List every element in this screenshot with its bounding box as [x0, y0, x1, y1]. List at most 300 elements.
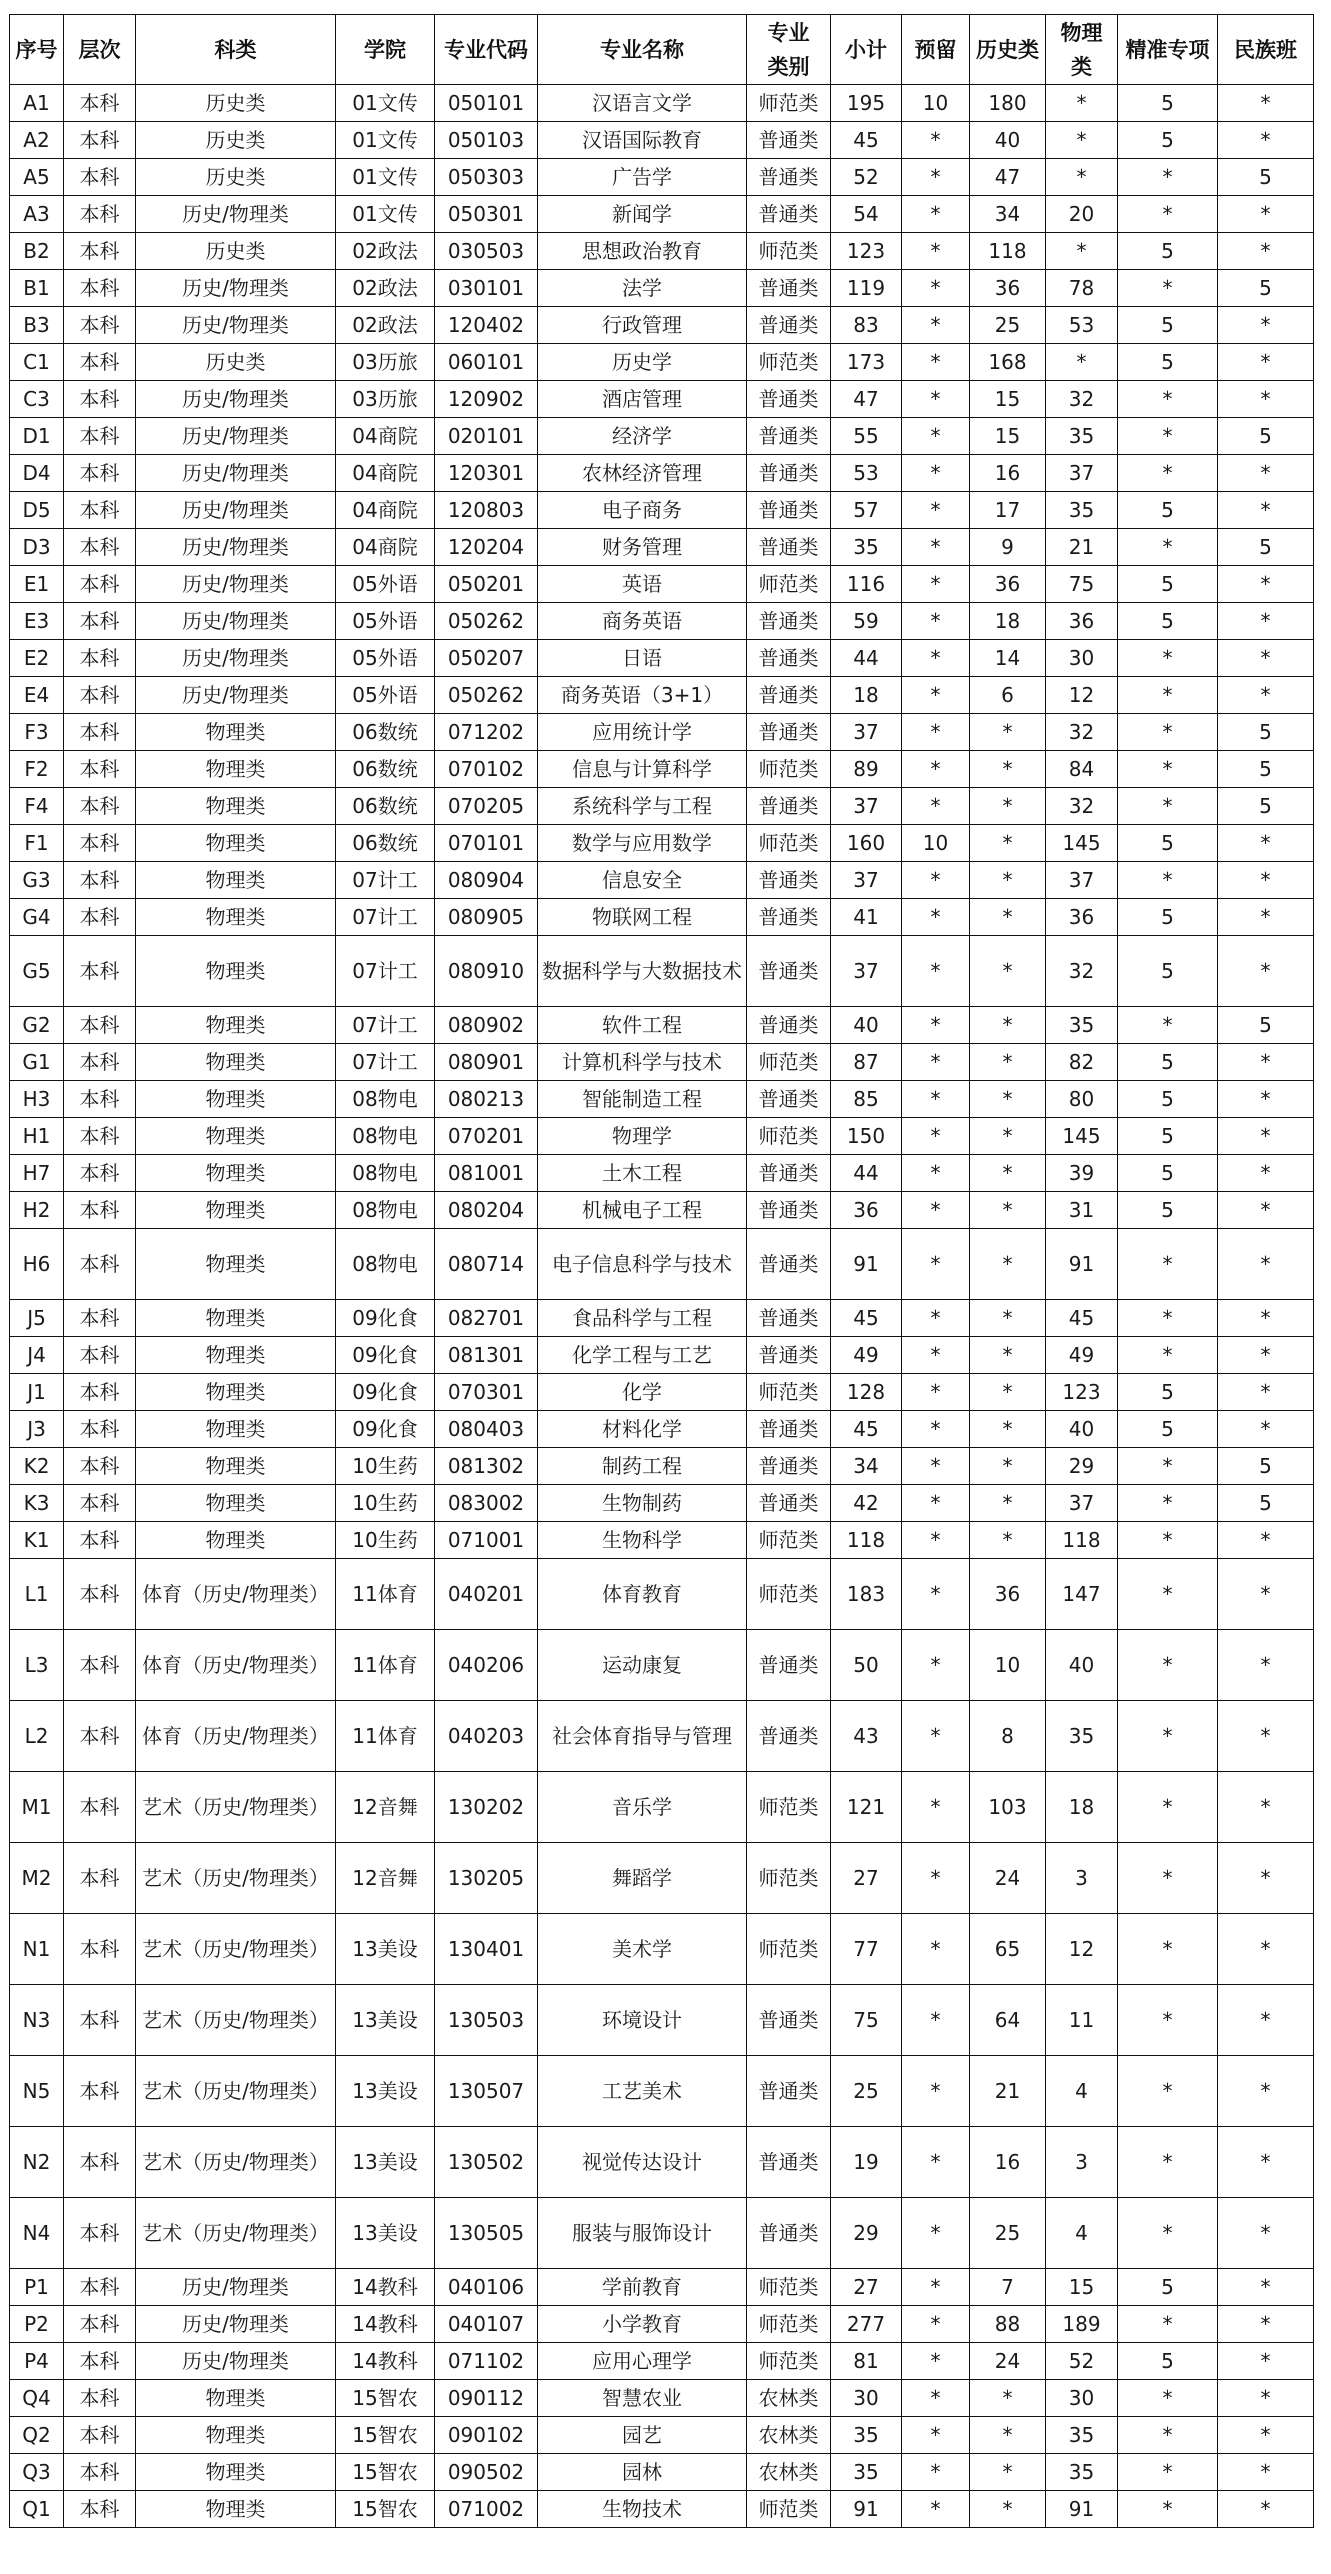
cell-college: 13美设 [336, 2198, 435, 2269]
cell-physics: 91 [1046, 2491, 1118, 2528]
table-row [10, 2454, 1314, 2491]
cell-major-name: 机械电子工程 [538, 1192, 747, 1229]
cell-level: 本科 [64, 899, 136, 936]
cell-major-type: 师范类 [747, 1914, 831, 1985]
cell-targeted: * [1118, 1914, 1218, 1985]
cell-college: 04商院 [336, 529, 435, 566]
cell-history: 34 [970, 196, 1046, 233]
cell-targeted: * [1118, 788, 1218, 825]
cell-ethnic-class: * [1218, 1081, 1314, 1118]
table-row [10, 1044, 1314, 1081]
cell-history: * [970, 1337, 1046, 1374]
table-row [10, 2127, 1314, 2198]
cell-subtotal: 34 [831, 1448, 902, 1485]
table-row [10, 1772, 1314, 1843]
cell-major-type: 师范类 [747, 2306, 831, 2343]
cell-history: * [970, 751, 1046, 788]
cell-ethnic-class: * [1218, 2454, 1314, 2491]
cell-level: 本科 [64, 2269, 136, 2306]
cell-reserved: * [902, 1081, 970, 1118]
table-row [10, 1007, 1314, 1044]
cell-targeted: 5 [1118, 603, 1218, 640]
cell-physics: 36 [1046, 603, 1118, 640]
cell-targeted: * [1118, 1448, 1218, 1485]
cell-ethnic-class: * [1218, 1229, 1314, 1300]
cell-subject-category: 历史类 [136, 233, 336, 270]
cell-ethnic-class: * [1218, 1044, 1314, 1081]
cell-history: 25 [970, 307, 1046, 344]
cell-level: 本科 [64, 566, 136, 603]
cell-index: B3 [10, 307, 64, 344]
cell-subject-category: 物理类 [136, 714, 336, 751]
cell-major-code: 070102 [435, 751, 538, 788]
cell-subject-category: 艺术（历史/物理类） [136, 1843, 336, 1914]
cell-level: 本科 [64, 418, 136, 455]
cell-reserved: 10 [902, 85, 970, 122]
cell-major-name: 行政管理 [538, 307, 747, 344]
cell-major-type: 农林类 [747, 2454, 831, 2491]
cell-major-name: 系统科学与工程 [538, 788, 747, 825]
cell-reserved: * [902, 2454, 970, 2491]
cell-subject-category: 物理类 [136, 1485, 336, 1522]
cell-ethnic-class: * [1218, 233, 1314, 270]
cell-level: 本科 [64, 1914, 136, 1985]
cell-reserved: * [902, 307, 970, 344]
table-row [10, 640, 1314, 677]
cell-reserved: * [902, 1192, 970, 1229]
cell-major-code: 130401 [435, 1914, 538, 1985]
cell-index: H7 [10, 1155, 64, 1192]
cell-reserved: * [902, 751, 970, 788]
cell-reserved: * [902, 788, 970, 825]
cell-major-code: 081302 [435, 1448, 538, 1485]
cell-ethnic-class: * [1218, 196, 1314, 233]
table-row [10, 714, 1314, 751]
table-body [10, 85, 1314, 2528]
cell-history: * [970, 1118, 1046, 1155]
cell-index: M1 [10, 1772, 64, 1843]
cell-physics: 53 [1046, 307, 1118, 344]
cell-college: 08物电 [336, 1192, 435, 1229]
cell-major-name: 化学 [538, 1374, 747, 1411]
cell-ethnic-class: * [1218, 1300, 1314, 1337]
table-row [10, 344, 1314, 381]
cell-subtotal: 44 [831, 640, 902, 677]
cell-history: 180 [970, 85, 1046, 122]
cell-subtotal: 37 [831, 936, 902, 1007]
header-major-name: 专业名称 [538, 15, 747, 85]
cell-major-type: 师范类 [747, 233, 831, 270]
cell-physics: 45 [1046, 1300, 1118, 1337]
cell-reserved: * [902, 1374, 970, 1411]
cell-subtotal: 35 [831, 529, 902, 566]
cell-targeted: * [1118, 2198, 1218, 2269]
cell-history: 64 [970, 1985, 1046, 2056]
cell-major-type: 普通类 [747, 1630, 831, 1701]
cell-physics: 32 [1046, 936, 1118, 1007]
cell-major-type: 普通类 [747, 1007, 831, 1044]
cell-history: 36 [970, 1559, 1046, 1630]
cell-reserved: * [902, 1843, 970, 1914]
cell-history: * [970, 1044, 1046, 1081]
cell-subject-category: 历史/物理类 [136, 455, 336, 492]
cell-major-name: 化学工程与工艺 [538, 1337, 747, 1374]
cell-reserved: * [902, 196, 970, 233]
cell-subject-category: 艺术（历史/物理类） [136, 2127, 336, 2198]
cell-subtotal: 54 [831, 196, 902, 233]
cell-subtotal: 19 [831, 2127, 902, 2198]
cell-physics: 91 [1046, 1229, 1118, 1300]
cell-ethnic-class: 5 [1218, 1485, 1314, 1522]
cell-subject-category: 历史/物理类 [136, 677, 336, 714]
table-row [10, 677, 1314, 714]
cell-level: 本科 [64, 714, 136, 751]
cell-subject-category: 历史/物理类 [136, 418, 336, 455]
cell-physics: 3 [1046, 2127, 1118, 2198]
cell-major-code: 050301 [435, 196, 538, 233]
cell-reserved: * [902, 159, 970, 196]
cell-subject-category: 历史/物理类 [136, 196, 336, 233]
cell-targeted: * [1118, 2056, 1218, 2127]
cell-major-code: 030503 [435, 233, 538, 270]
cell-ethnic-class: * [1218, 1630, 1314, 1701]
cell-college: 01文传 [336, 196, 435, 233]
cell-college: 06数统 [336, 788, 435, 825]
table-row [10, 2306, 1314, 2343]
cell-subtotal: 47 [831, 381, 902, 418]
table-row [10, 2056, 1314, 2127]
cell-major-type: 普通类 [747, 1448, 831, 1485]
cell-college: 02政法 [336, 270, 435, 307]
table-row [10, 418, 1314, 455]
cell-physics: 3 [1046, 1843, 1118, 1914]
cell-ethnic-class: * [1218, 492, 1314, 529]
cell-index: D3 [10, 529, 64, 566]
cell-history: 6 [970, 677, 1046, 714]
cell-subtotal: 43 [831, 1701, 902, 1772]
cell-subject-category: 体育（历史/物理类） [136, 1630, 336, 1701]
cell-major-code: 120301 [435, 455, 538, 492]
cell-major-type: 普通类 [747, 418, 831, 455]
cell-major-type: 师范类 [747, 1843, 831, 1914]
cell-physics: 82 [1046, 1044, 1118, 1081]
cell-major-code: 081301 [435, 1337, 538, 1374]
cell-subject-category: 物理类 [136, 1522, 336, 1559]
cell-history: * [970, 1229, 1046, 1300]
cell-major-name: 服装与服饰设计 [538, 2198, 747, 2269]
cell-history: * [970, 1007, 1046, 1044]
cell-ethnic-class: * [1218, 677, 1314, 714]
cell-level: 本科 [64, 936, 136, 1007]
cell-major-name: 法学 [538, 270, 747, 307]
cell-subtotal: 52 [831, 159, 902, 196]
cell-level: 本科 [64, 344, 136, 381]
cell-index: J1 [10, 1374, 64, 1411]
cell-college: 10生药 [336, 1522, 435, 1559]
header-targeted: 精准专项 [1118, 15, 1218, 85]
cell-major-type: 普通类 [747, 159, 831, 196]
cell-major-code: 080904 [435, 862, 538, 899]
cell-subject-category: 历史/物理类 [136, 603, 336, 640]
cell-index: N3 [10, 1985, 64, 2056]
table-row [10, 270, 1314, 307]
cell-index: F2 [10, 751, 64, 788]
cell-major-code: 130503 [435, 1985, 538, 2056]
cell-history: 17 [970, 492, 1046, 529]
cell-major-type: 普通类 [747, 714, 831, 751]
cell-physics: 12 [1046, 677, 1118, 714]
cell-index: G3 [10, 862, 64, 899]
cell-reserved: * [902, 1229, 970, 1300]
cell-ethnic-class: * [1218, 1192, 1314, 1229]
cell-level: 本科 [64, 788, 136, 825]
cell-targeted: * [1118, 1300, 1218, 1337]
cell-major-name: 智慧农业 [538, 2380, 747, 2417]
cell-targeted: * [1118, 381, 1218, 418]
cell-ethnic-class: * [1218, 825, 1314, 862]
cell-reserved: * [902, 566, 970, 603]
cell-major-code: 120204 [435, 529, 538, 566]
cell-subject-category: 历史/物理类 [136, 2343, 336, 2380]
cell-major-name: 食品科学与工程 [538, 1300, 747, 1337]
cell-major-name: 商务英语（3+1） [538, 677, 747, 714]
cell-college: 05外语 [336, 677, 435, 714]
cell-history: * [970, 1300, 1046, 1337]
table-row [10, 2417, 1314, 2454]
cell-level: 本科 [64, 751, 136, 788]
cell-physics: 4 [1046, 2056, 1118, 2127]
cell-college: 11体育 [336, 1630, 435, 1701]
cell-subtotal: 59 [831, 603, 902, 640]
cell-reserved: * [902, 1559, 970, 1630]
cell-subtotal: 27 [831, 1843, 902, 1914]
cell-major-name: 汉语国际教育 [538, 122, 747, 159]
cell-major-name: 英语 [538, 566, 747, 603]
cell-ethnic-class: * [1218, 936, 1314, 1007]
cell-major-code: 081001 [435, 1155, 538, 1192]
cell-subtotal: 37 [831, 788, 902, 825]
cell-ethnic-class: * [1218, 2343, 1314, 2380]
cell-physics: * [1046, 85, 1118, 122]
cell-physics: 15 [1046, 2269, 1118, 2306]
cell-index: J5 [10, 1300, 64, 1337]
cell-major-name: 社会体育指导与管理 [538, 1701, 747, 1772]
cell-history: * [970, 2417, 1046, 2454]
cell-targeted: * [1118, 1630, 1218, 1701]
cell-college: 10生药 [336, 1485, 435, 1522]
cell-subtotal: 160 [831, 825, 902, 862]
cell-college: 05外语 [336, 566, 435, 603]
cell-subject-category: 物理类 [136, 1229, 336, 1300]
cell-index: B1 [10, 270, 64, 307]
cell-major-code: 080714 [435, 1229, 538, 1300]
cell-physics: 80 [1046, 1081, 1118, 1118]
cell-physics: 84 [1046, 751, 1118, 788]
cell-subtotal: 87 [831, 1044, 902, 1081]
cell-college: 01文传 [336, 122, 435, 159]
cell-college: 11体育 [336, 1559, 435, 1630]
cell-history: * [970, 862, 1046, 899]
cell-subject-category: 艺术（历史/物理类） [136, 1914, 336, 1985]
cell-reserved: * [902, 1337, 970, 1374]
cell-targeted: 5 [1118, 1118, 1218, 1155]
cell-major-code: 120402 [435, 307, 538, 344]
cell-index: P2 [10, 2306, 64, 2343]
cell-reserved: * [902, 270, 970, 307]
cell-reserved: * [902, 936, 970, 1007]
cell-ethnic-class: 5 [1218, 714, 1314, 751]
cell-targeted: * [1118, 1485, 1218, 1522]
cell-major-code: 070201 [435, 1118, 538, 1155]
cell-subject-category: 物理类 [136, 1007, 336, 1044]
cell-physics: 35 [1046, 492, 1118, 529]
cell-major-type: 师范类 [747, 85, 831, 122]
cell-reserved: * [902, 1985, 970, 2056]
cell-index: C1 [10, 344, 64, 381]
cell-ethnic-class: * [1218, 1411, 1314, 1448]
cell-reserved: * [902, 2417, 970, 2454]
cell-major-code: 130205 [435, 1843, 538, 1914]
cell-major-type: 普通类 [747, 270, 831, 307]
cell-targeted: * [1118, 1007, 1218, 1044]
cell-major-code: 050201 [435, 566, 538, 603]
cell-physics: 4 [1046, 2198, 1118, 2269]
cell-ethnic-class: * [1218, 1374, 1314, 1411]
cell-physics: 37 [1046, 455, 1118, 492]
table-row [10, 603, 1314, 640]
cell-major-code: 090502 [435, 2454, 538, 2491]
table-row [10, 1118, 1314, 1155]
cell-college: 09化食 [336, 1411, 435, 1448]
cell-level: 本科 [64, 1630, 136, 1701]
cell-subject-category: 物理类 [136, 1081, 336, 1118]
cell-subtotal: 25 [831, 2056, 902, 2127]
cell-ethnic-class: * [1218, 2380, 1314, 2417]
cell-index: A3 [10, 196, 64, 233]
cell-major-code: 080905 [435, 899, 538, 936]
cell-subtotal: 91 [831, 2491, 902, 2528]
cell-college: 08物电 [336, 1155, 435, 1192]
cell-reserved: * [902, 455, 970, 492]
cell-reserved: * [902, 2343, 970, 2380]
table-row [10, 788, 1314, 825]
cell-level: 本科 [64, 1337, 136, 1374]
cell-ethnic-class: * [1218, 122, 1314, 159]
cell-reserved: * [902, 1411, 970, 1448]
cell-subtotal: 83 [831, 307, 902, 344]
cell-physics: 32 [1046, 714, 1118, 751]
table-row [10, 1448, 1314, 1485]
cell-college: 08物电 [336, 1118, 435, 1155]
cell-reserved: * [902, 122, 970, 159]
cell-major-name: 音乐学 [538, 1772, 747, 1843]
cell-index: Q2 [10, 2417, 64, 2454]
cell-reserved: * [902, 603, 970, 640]
cell-reserved: * [902, 714, 970, 751]
table-row [10, 196, 1314, 233]
cell-ethnic-class: * [1218, 344, 1314, 381]
cell-reserved: * [902, 529, 970, 566]
cell-history: * [970, 788, 1046, 825]
cell-major-name: 园艺 [538, 2417, 747, 2454]
cell-ethnic-class: * [1218, 1843, 1314, 1914]
cell-subtotal: 118 [831, 1522, 902, 1559]
cell-major-type: 普通类 [747, 899, 831, 936]
table-row [10, 233, 1314, 270]
cell-reserved: 10 [902, 825, 970, 862]
cell-college: 14教科 [336, 2343, 435, 2380]
table-row [10, 1081, 1314, 1118]
cell-major-code: 040203 [435, 1701, 538, 1772]
cell-history: 7 [970, 2269, 1046, 2306]
header-level: 层次 [64, 15, 136, 85]
cell-subject-category: 物理类 [136, 1337, 336, 1374]
cell-subtotal: 40 [831, 1007, 902, 1044]
cell-major-name: 信息安全 [538, 862, 747, 899]
cell-subject-category: 物理类 [136, 788, 336, 825]
cell-level: 本科 [64, 1985, 136, 2056]
cell-subject-category: 艺术（历史/物理类） [136, 2198, 336, 2269]
cell-targeted: 5 [1118, 1081, 1218, 1118]
cell-reserved: * [902, 1118, 970, 1155]
cell-targeted: * [1118, 2454, 1218, 2491]
cell-major-name: 生物技术 [538, 2491, 747, 2528]
cell-reserved: * [902, 899, 970, 936]
cell-history: * [970, 1192, 1046, 1229]
cell-targeted: * [1118, 159, 1218, 196]
cell-college: 05外语 [336, 640, 435, 677]
cell-targeted: * [1118, 1559, 1218, 1630]
table-row [10, 1229, 1314, 1300]
cell-major-code: 050207 [435, 640, 538, 677]
cell-level: 本科 [64, 677, 136, 714]
cell-subject-category: 艺术（历史/物理类） [136, 1772, 336, 1843]
cell-major-name: 学前教育 [538, 2269, 747, 2306]
cell-subtotal: 173 [831, 344, 902, 381]
cell-major-name: 应用心理学 [538, 2343, 747, 2380]
cell-reserved: * [902, 1448, 970, 1485]
cell-index: N1 [10, 1914, 64, 1985]
cell-index: A2 [10, 122, 64, 159]
cell-history: 16 [970, 2127, 1046, 2198]
cell-history: 118 [970, 233, 1046, 270]
cell-physics: 35 [1046, 2454, 1118, 2491]
cell-ethnic-class: * [1218, 1914, 1314, 1985]
cell-subject-category: 物理类 [136, 1300, 336, 1337]
cell-subject-category: 物理类 [136, 2454, 336, 2491]
cell-major-name: 美术学 [538, 1914, 747, 1985]
cell-history: 15 [970, 418, 1046, 455]
cell-index: E4 [10, 677, 64, 714]
cell-major-code: 090112 [435, 2380, 538, 2417]
cell-targeted: 5 [1118, 85, 1218, 122]
cell-major-type: 普通类 [747, 1155, 831, 1192]
cell-ethnic-class: * [1218, 2306, 1314, 2343]
cell-targeted: 5 [1118, 2343, 1218, 2380]
cell-subtotal: 18 [831, 677, 902, 714]
cell-major-code: 071102 [435, 2343, 538, 2380]
cell-subject-category: 历史/物理类 [136, 2269, 336, 2306]
cell-ethnic-class: 5 [1218, 418, 1314, 455]
cell-targeted: 5 [1118, 1044, 1218, 1081]
cell-history: 24 [970, 2343, 1046, 2380]
table-row [10, 1155, 1314, 1192]
cell-major-type: 普通类 [747, 307, 831, 344]
cell-college: 05外语 [336, 603, 435, 640]
cell-level: 本科 [64, 1192, 136, 1229]
cell-reserved: * [902, 2198, 970, 2269]
cell-subtotal: 77 [831, 1914, 902, 1985]
